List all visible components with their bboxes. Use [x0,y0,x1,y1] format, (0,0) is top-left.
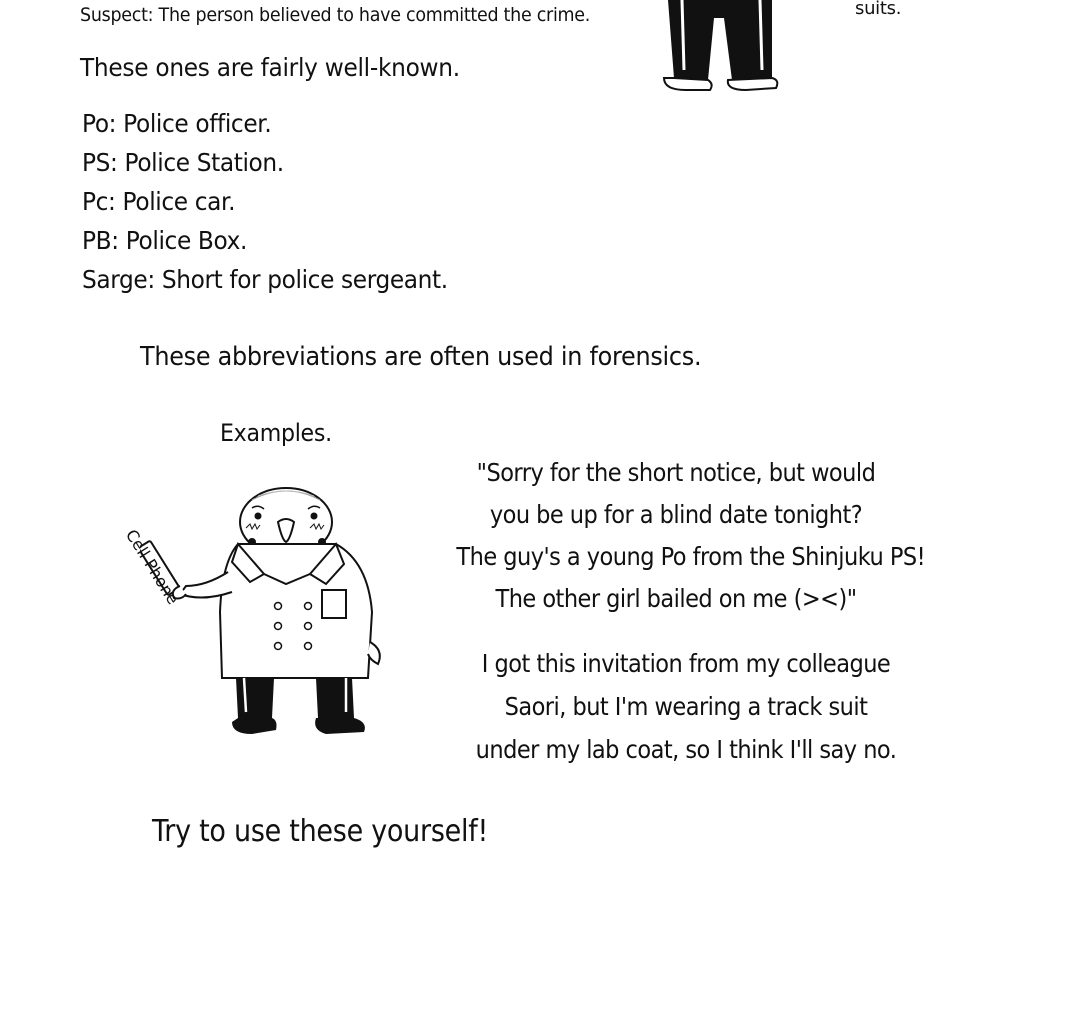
abbreviation-list [82,104,475,299]
blind-date-invitation-quote [432,452,926,620]
well-known-heading: These ones are fairly well-known. [80,53,460,82]
bird-in-lab-coat-icon [140,482,400,742]
reply-line: I got this invitation from my colleague [481,649,891,678]
suits-fragment: suits. [855,0,902,19]
reply-line: Saori, but I'm wearing a track suit [504,692,868,721]
suspect-definition: Suspect: The person believed to have committed the crime. [80,4,591,26]
abbreviation-item: Po: Police officer. [82,109,272,138]
quote-line: you be up for a blind date tonight? [489,500,863,529]
track-pants-legs-icon [650,0,790,95]
quote-line: The other girl bailed on me (><)" [495,584,857,613]
abbreviation-item: PB: Police Box. [82,226,248,255]
reply-line: under my lab coat, so I think I'll say no. [475,735,897,764]
closing-line: Try to use these yourself! [152,814,489,849]
abbreviation-item: Sarge: Short for police sergeant. [82,265,448,294]
abbreviation-item: PS: Police Station. [82,148,284,177]
cell-phone-label: Cell Phone [121,526,183,608]
quote-line: The guy's a young Po from the Shinjuku PS! [456,542,926,571]
examples-heading: Examples. [220,419,332,447]
reply-paragraph [440,642,932,771]
quote-line: "Sorry for the short notice, but would [476,458,876,487]
abbreviation-item: Pc: Police car. [82,187,236,216]
forensics-note: These abbreviations are often used in forensics. [140,342,702,372]
